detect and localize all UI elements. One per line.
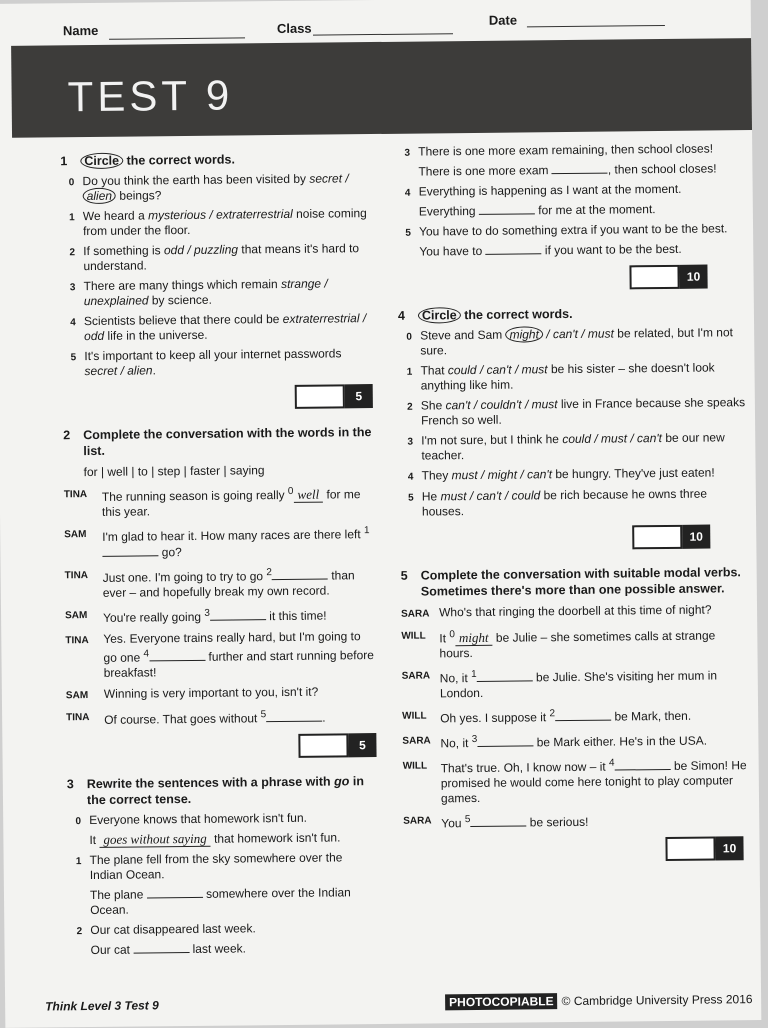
line-text-a: I'm glad to hear it. How many races are there left <box>102 527 365 544</box>
item-text-b: . <box>152 363 156 378</box>
photocopiable-badge: PHOTOCOPIABLE <box>445 993 558 1010</box>
item-text-b: by science. <box>148 292 212 308</box>
line-text-b: than ever – and hopefully break my own record. <box>102 568 355 600</box>
dialogue-line <box>65 564 375 601</box>
original-sentence: You have to do something extra if you want to be the best. <box>418 221 728 239</box>
item-number: 0 <box>75 816 82 828</box>
line-text-b: be Simon! He promised he would come here tonight to play computer games. <box>440 758 747 806</box>
item-text <box>83 241 371 274</box>
answer-blank[interactable] <box>555 709 611 722</box>
answer-blank[interactable] <box>147 886 203 899</box>
gap-number: 4 <box>608 757 615 769</box>
item-text <box>421 430 749 463</box>
example-answer: well <box>293 487 323 503</box>
item-text <box>84 346 372 379</box>
item-number: 3 <box>404 147 411 159</box>
rewrite-post: somewhere over the Indian Ocean. <box>90 885 351 918</box>
item-number: 5 <box>405 227 411 239</box>
gap-number: 4 <box>143 648 150 660</box>
item-text-a: Steve and Sam <box>420 327 506 343</box>
option-sep: / <box>521 397 532 412</box>
option-sep: / <box>511 362 522 377</box>
line-text-a: No, it <box>440 736 472 751</box>
rewrite-post: if you want to be the best. <box>541 241 682 258</box>
option-sep: / <box>341 171 349 186</box>
speaker: TINA <box>66 712 90 724</box>
section-2 <box>63 424 376 760</box>
item-text <box>90 850 379 918</box>
option[interactable]: can't <box>486 362 512 377</box>
example-answer: might <box>455 630 493 646</box>
option[interactable]: can't <box>526 467 553 482</box>
gap-number: 0 <box>287 485 294 497</box>
line-text <box>439 624 751 661</box>
score-box[interactable] <box>295 384 345 409</box>
line-text <box>441 809 753 831</box>
option[interactable]: must <box>587 326 614 341</box>
answer-blank[interactable] <box>615 758 671 771</box>
name-field[interactable] <box>109 37 245 39</box>
line-text-a: No, it <box>439 671 472 686</box>
rewrite-pre: It <box>89 832 100 848</box>
option[interactable]: odd <box>163 243 185 258</box>
item-number: 2 <box>407 401 413 413</box>
item-text-b: beings? <box>115 188 162 203</box>
item-number: 4 <box>70 317 76 329</box>
item-text <box>89 810 377 848</box>
exercise-item <box>68 920 378 958</box>
line-text-a: That's true. Oh, I know now – it <box>440 759 610 776</box>
option[interactable]: must <box>521 362 548 377</box>
footer-left: Think Level 3 Test 9 <box>45 998 159 1014</box>
option[interactable]: puzzling <box>193 242 239 257</box>
option-sep: / <box>183 242 195 258</box>
dialogue-line <box>402 729 752 752</box>
exercise-item <box>400 465 750 485</box>
item-text-b: noise coming from under the floor. <box>82 206 367 239</box>
option-sep: / <box>476 362 487 377</box>
option[interactable]: odd <box>84 328 105 344</box>
name-label: Name <box>62 22 99 39</box>
dialogue-line <box>66 684 376 703</box>
date-label: Date <box>488 12 518 28</box>
original-sentence: Everyone knows that homework isn't fun. <box>89 810 308 828</box>
section-5-score: 10 <box>403 836 743 864</box>
exercise-item <box>398 325 748 359</box>
line-text <box>103 564 375 601</box>
line-text-a: It <box>439 631 450 646</box>
item-text <box>419 221 747 259</box>
dialogue-line <box>64 523 374 561</box>
footer-right <box>445 992 753 1009</box>
rewrite-pre: The plane <box>89 887 147 903</box>
rewrite-post: for me at the moment. <box>534 202 656 218</box>
option[interactable]: secret <box>84 363 118 379</box>
exercise-item <box>67 810 377 848</box>
title-banner <box>11 38 752 138</box>
exercise-item <box>62 276 372 309</box>
gap-number: 2 <box>549 708 556 720</box>
rewrite-line <box>89 829 377 848</box>
item-number: 0 <box>68 177 75 189</box>
item-number: 1 <box>406 366 413 378</box>
section-3 <box>67 773 379 958</box>
speaker: SARA <box>403 815 432 827</box>
section-1-score: 5 <box>63 384 373 411</box>
rewrite-post: that homework isn't fun. <box>210 830 341 846</box>
dialogue-line <box>402 704 752 727</box>
gap-number: 5 <box>464 814 471 826</box>
answer-blank[interactable] <box>210 608 266 621</box>
dialogue-line <box>401 602 751 622</box>
rewrite-line <box>90 939 378 958</box>
option-sep: / <box>117 363 128 378</box>
line-text <box>102 523 374 561</box>
exercise-item <box>399 430 749 464</box>
section-5 <box>401 564 754 864</box>
line-text <box>441 754 753 806</box>
section-2-score: 5 <box>66 733 376 760</box>
gap-number: 3 <box>204 607 210 619</box>
option[interactable]: extraterrestrial <box>282 311 360 326</box>
option[interactable]: must <box>451 467 478 483</box>
rewrite-pre: Our cat <box>90 942 134 958</box>
item-text-a: It's important to keep all your internet passwords <box>84 346 342 364</box>
answer-blank[interactable] <box>133 941 189 954</box>
line-text-a: Just one. I'm going to try to go <box>102 569 267 585</box>
item-number: 1 <box>69 212 75 224</box>
option-sep: / <box>477 467 488 482</box>
line-text <box>102 483 374 520</box>
exercise-item <box>400 486 750 520</box>
item-text-b: be hungry. They've just eaten! <box>551 465 715 482</box>
option-sep: / <box>320 276 328 291</box>
item-text-a: He <box>421 489 441 504</box>
exercise-item <box>68 850 379 918</box>
item-text-b: be his sister – she doesn't look anything like him. <box>420 360 715 393</box>
class-label: Class <box>276 20 312 37</box>
option-sep: / <box>205 207 217 222</box>
item-text-b: live in France because she speaks French so well. <box>420 395 746 428</box>
item-text <box>90 920 378 958</box>
answer-blank[interactable] <box>149 649 205 662</box>
option-sep: / <box>466 488 477 504</box>
item-text <box>422 465 750 484</box>
date-field[interactable] <box>527 25 665 27</box>
answer-blank[interactable] <box>470 814 526 827</box>
rewrite-line <box>90 884 378 918</box>
item-text <box>84 276 372 309</box>
speaker: WILL <box>401 630 426 642</box>
section-1 <box>60 150 373 411</box>
line-text-a: Who's that ringing the doorbell at this time of night? <box>438 602 712 620</box>
example-answer: goes without saying <box>99 831 210 848</box>
answer-blank[interactable] <box>479 202 535 215</box>
line-text-b: be serious! <box>526 814 589 830</box>
rewrite-line <box>419 200 747 219</box>
answer-blank[interactable] <box>552 162 608 175</box>
exercise-item <box>61 206 371 239</box>
item-text-b: be rich because he owns three houses. <box>421 486 708 519</box>
copyright: © Cambridge University Press 2016 <box>561 992 753 1009</box>
speaker: WILL <box>402 710 427 722</box>
line-text-b: it this time! <box>265 608 327 624</box>
item-text <box>83 206 371 239</box>
dialogue-line <box>403 809 753 832</box>
speaker: TINA <box>64 570 89 582</box>
rewrite-pre: Everything <box>418 203 479 219</box>
option-sep: / <box>359 311 367 326</box>
option[interactable]: alien <box>83 188 117 204</box>
dialogue-line <box>401 624 751 662</box>
gap-number: 1 <box>470 668 477 681</box>
line-text <box>104 684 376 703</box>
line-text <box>103 604 375 626</box>
option[interactable]: could <box>447 362 477 378</box>
line-text-a: You're really going <box>103 609 205 625</box>
circle-word: Circle <box>80 153 123 169</box>
exercise-item <box>396 141 746 180</box>
item-number: 3 <box>69 282 76 294</box>
item-text-b: be our new teacher. <box>421 430 725 463</box>
item-number: 2 <box>69 247 76 259</box>
original-sentence: Everything is happening as I want at the moment. <box>418 181 682 199</box>
exercise-item <box>61 241 371 274</box>
option[interactable]: must <box>600 431 628 446</box>
line-text-a: The running season is going really <box>101 487 289 504</box>
exercise-item <box>60 171 370 204</box>
word-list: for | well | to | step | faster | saying <box>83 463 265 480</box>
line-text-a: Of course. That goes without <box>104 711 261 727</box>
speaker: SARA <box>401 608 430 620</box>
item-text-a: I'm not sure, but I think he <box>421 432 563 448</box>
option[interactable]: could <box>562 431 592 447</box>
rewrite-pre: There is one more exam <box>418 163 552 179</box>
circle-word: Circle <box>418 307 461 323</box>
item-number: 3 <box>407 436 414 448</box>
item-text-b: that means it's hard to understand. <box>83 241 360 274</box>
section-4-heading: 4 Circle the correct words. <box>397 306 573 323</box>
rewrite-post: , then school closes! <box>607 161 717 177</box>
item-text-a: We heard a <box>82 208 149 224</box>
section-1-heading: 1 Circle the correct words. <box>60 152 235 169</box>
option[interactable]: unexplained <box>83 293 149 309</box>
item-number: 1 <box>75 856 82 868</box>
line-text-a: You <box>441 816 465 831</box>
item-number: 4 <box>407 471 414 483</box>
rewrite-line <box>418 160 746 179</box>
item-number: 5 <box>408 492 414 504</box>
option[interactable]: can't <box>636 431 663 446</box>
gap-number: 0 <box>449 629 455 641</box>
rewrite-pre: You have to <box>419 243 486 259</box>
gap-number: 2 <box>266 567 272 579</box>
exercise-item <box>62 311 372 344</box>
line-text <box>440 729 752 751</box>
item-text-a: There are many things which remain <box>83 277 282 294</box>
item-text <box>420 360 748 393</box>
line-text-a: Winning is very important to you, isn't it? <box>103 684 319 701</box>
item-text <box>418 141 746 179</box>
rewrite-line <box>419 240 747 259</box>
section-3-heading: 3 Rewrite the sentences with a phrase with go in the correct tense. <box>66 774 365 808</box>
item-text-b: life in the universe. <box>104 327 208 343</box>
exercise-item <box>62 346 372 379</box>
speaker: SAM <box>65 610 88 622</box>
option[interactable]: must <box>440 489 467 504</box>
item-text-a: Do you think the earth has been visited by <box>82 171 310 189</box>
item-text-a: That <box>420 363 448 378</box>
line-text <box>103 629 375 681</box>
option[interactable]: must <box>531 397 558 412</box>
left-column <box>60 140 379 958</box>
option[interactable]: strange <box>280 276 322 292</box>
option-sep: / <box>577 326 588 341</box>
answer-blank[interactable] <box>272 568 328 581</box>
answer-blank[interactable] <box>477 734 533 747</box>
line-text-b: go? <box>158 545 182 560</box>
speaker: TINA <box>65 635 89 647</box>
section-4-score: 10 <box>400 525 710 552</box>
dialogue-line <box>403 754 753 807</box>
gap-number: 3 <box>471 733 478 746</box>
line-text-a: Oh yes. I suppose it <box>440 710 550 726</box>
option-sep: / <box>470 397 481 413</box>
item-text <box>82 171 370 204</box>
right-column <box>396 136 754 864</box>
score-box[interactable] <box>298 733 348 758</box>
score-box[interactable] <box>665 836 715 861</box>
dialogue-line <box>65 629 375 681</box>
line-text-b: be Julie. She's visiting her mum in London. <box>439 668 718 701</box>
rewrite-post: last week. <box>189 941 247 957</box>
original-sentence: Our cat disappeared last week. <box>90 921 256 938</box>
section-4 <box>398 304 751 552</box>
exercise-item <box>397 221 747 260</box>
option-sep: / <box>626 431 638 446</box>
item-text-a: Scientists believe that there could be <box>83 311 283 329</box>
option[interactable]: alien <box>127 363 153 378</box>
item-text <box>422 486 750 519</box>
gap-number: 1 <box>363 525 370 537</box>
speaker: SAM <box>65 690 89 702</box>
item-text <box>84 311 372 344</box>
line-text-b: be Mark either. He's in the USA. <box>533 733 708 750</box>
item-text <box>420 325 748 358</box>
speaker: SARA <box>402 735 431 747</box>
exercise-item <box>399 395 749 429</box>
option-sep: / <box>590 431 602 446</box>
line-text <box>439 602 751 621</box>
option[interactable]: can't <box>445 398 471 413</box>
speaker: SAM <box>64 529 87 541</box>
exercise-item <box>397 181 747 220</box>
gap-number: 5 <box>260 709 267 721</box>
section-2-heading: 2 Complete the conversation with the words in the list. <box>63 425 372 459</box>
option[interactable]: secret <box>309 171 343 186</box>
line-text-b: for me this year. <box>101 487 361 519</box>
option[interactable]: might <box>505 326 543 342</box>
line-text-a: Yes. Everyone trains really hard, but I'm going to go one <box>103 629 361 665</box>
speaker: SARA <box>401 670 431 682</box>
exercise-item <box>398 360 748 394</box>
line-text <box>440 664 752 701</box>
item-text <box>419 181 747 219</box>
option[interactable]: can't <box>552 326 578 342</box>
line-text-b: . <box>322 710 326 725</box>
dialogue-line <box>402 664 752 702</box>
line-text <box>104 706 376 728</box>
item-number: 5 <box>70 352 77 364</box>
option[interactable]: can't <box>476 488 502 503</box>
speaker: TINA <box>63 489 88 501</box>
original-sentence: There is one more exam remaining, then school closes! <box>418 141 714 159</box>
item-number: 4 <box>404 187 411 199</box>
option[interactable]: couldn't <box>480 397 522 412</box>
page-title: TEST 9 <box>67 71 234 121</box>
option[interactable]: might <box>487 467 518 482</box>
option[interactable]: mysterious <box>147 207 207 223</box>
answer-blank[interactable] <box>266 710 322 723</box>
item-number: 0 <box>406 331 413 343</box>
class-field[interactable] <box>313 33 453 35</box>
item-text-a: They <box>421 468 452 483</box>
answer-blank[interactable] <box>485 242 541 255</box>
item-text-b: be related, but I'm not sure. <box>420 325 734 358</box>
item-text <box>421 395 749 428</box>
dialogue-line <box>64 483 374 520</box>
line-text-b: further and start running before breakfast! <box>103 648 374 680</box>
option-sep: / <box>501 488 512 503</box>
item-text-a: If something is <box>83 243 165 259</box>
score-box[interactable] <box>629 265 679 290</box>
line-text-b: be Mark, then. <box>611 708 692 724</box>
item-text-a: She <box>420 398 446 413</box>
line-text <box>440 704 752 726</box>
section-3-score: 10 <box>397 265 707 292</box>
item-number: 2 <box>76 926 83 938</box>
option-sep: / <box>542 327 553 342</box>
original-sentence: The plane fell from the sky somewhere over the Indian Ocean. <box>89 850 343 883</box>
option[interactable]: could <box>511 488 541 503</box>
speaker: WILL <box>402 760 428 772</box>
answer-blank[interactable] <box>102 544 158 557</box>
answer-blank[interactable] <box>477 669 533 682</box>
option-sep: / <box>516 467 528 482</box>
option[interactable]: extraterrestrial <box>215 206 293 222</box>
section-5-heading: 5 Complete the conversation with suitable modal verbs. Sometimes there's more than one possible answer. <box>400 565 741 599</box>
dialogue-line <box>65 604 375 626</box>
line-text-b: be Julie – she sometimes calls at strange hours. <box>439 628 716 661</box>
dialogue-line <box>66 706 376 728</box>
score-box[interactable] <box>632 525 682 550</box>
